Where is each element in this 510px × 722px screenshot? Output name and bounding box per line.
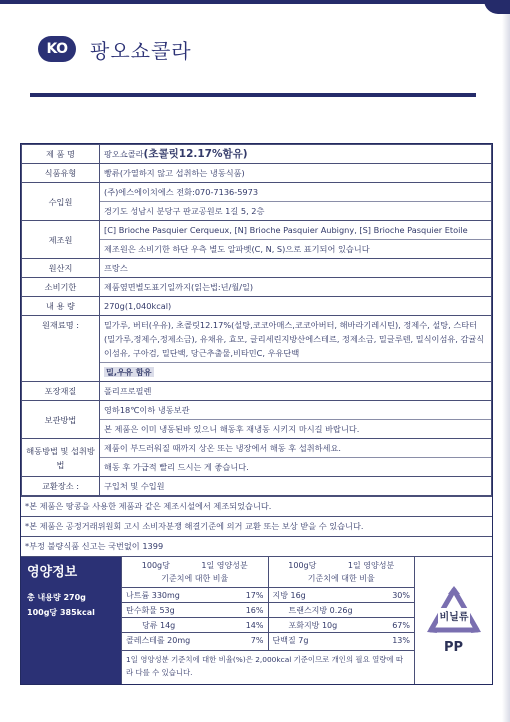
nutrition-column-right [268,557,415,650]
info-key: 내 용 량 [22,297,100,316]
info-row-manufacturer [22,221,492,259]
info-row-storage [22,401,492,439]
notice-line: *본 제품은 공정거래위원회 고시 소비자분쟁 해결기준에 의거 교환 또는 보상 받을 수 있습니다. [21,516,492,536]
info-key: 수입원 [22,183,100,221]
notice-line: *본 제품은 땅콩을 사용한 제품과 같은 제조시설에서 제조되었습니다. [21,496,492,516]
info-value: 270g(1,040kcal) [100,297,492,316]
info-value: 프랑스 [100,259,492,278]
corner-tab [484,0,510,14]
total-content: 총 내용량 270g [27,593,86,602]
nutrition-panel [21,556,492,684]
info-key: 식품유형 [22,164,100,183]
kcal-per-100g: 100g당 385kcal [27,608,95,617]
recycle-label: 비닐류 [439,612,468,623]
info-row-thawing [22,439,492,477]
info-row-exchange [22,477,492,496]
info-line: 제품이 부드러워질 때까지 상온 또는 냉장에서 해동 후 섭취하세요. [104,443,341,453]
nutrient-row: 단백질 7g 13% [269,632,415,647]
info-key: 원재료명 : [22,316,100,382]
recycle-icon [425,586,483,638]
info-line: 영하18℃이하 냉동보관 [104,405,190,415]
top-rule [0,0,510,4]
info-line: 경기도 성남시 분당구 판교공원로 1길 5, 2층 [100,201,491,218]
notice-line: *부정 불량식품 신고는 국번없이 1399 [21,536,492,556]
nutrition-header [21,557,121,684]
nutrient-row: 탄수화물 53g 16% [122,602,268,617]
chocolate-content: (초콜릿12.17%함유) [143,148,248,160]
nutrition-column-header: 100g당 1일 영양성분 기준치에 대한 비율 [141,561,248,583]
info-line: 제조원은 소비기한 하단 우측 별도 알파벳(C, N, S)으로 표기되어 있습니다 [100,239,491,256]
info-value: 빵류(가열하지 않고 섭취하는 냉동식품) [100,164,492,183]
info-row-net-content [22,297,492,316]
info-key: 보관방법 [22,401,100,439]
info-value: 구입처 및 수입원 [100,477,492,496]
info-key: 제 품 명 [22,145,100,164]
ingredients-text: 밀가루, 버터(우유), 초콜릿12.17%(설탕,코코아매스,코코아버터, 해바라기레시틴), 정제수, 설탕, 스타터(밀가루,정제수,정제소금), 유채유, 효모, 글리세린지방산에스테르, 정제소금, 밀글루텐, 밀식이섬유, 감귤식이섬유, 구아검, 밀단백, 당근추출물,비타민C, 우유단백 [104,320,485,358]
info-key: 교환장소 : [22,477,100,496]
info-row-product-name [22,145,492,164]
nutrient-row: 지방 16g 30% [269,587,415,602]
nutrient-row: 나트륨 330mg 17% [122,587,268,602]
info-key: 원산지 [22,259,100,278]
nutrition-tables [121,557,414,684]
recycle-mark [414,557,492,684]
info-value: 제품옆면별도표기일까지(읽는법:년/월/일) [100,278,492,297]
info-key: 해동방법 및 섭취방법 [22,439,100,477]
info-row-expiry [22,278,492,297]
nutrient-row: 콜레스테롤 20mg 7% [122,632,268,647]
nutrition-title: 영양정보 [27,565,78,580]
allergen-notice: 밀,우유 함유 [106,367,152,377]
info-table [21,144,492,496]
info-row-origin [22,259,492,278]
product-title: 팡오쇼콜라 [90,38,192,63]
nutrition-footnote: 1일 영양성분 기준치에 대한 비율(%)은 2,000kcal 기준이므로 개인의 필요 열량에 따라 다를 수 있습니다. [121,650,414,684]
nutrient-row: 당류 14g 14% [122,617,268,632]
header-rule [30,93,476,97]
info-key: 소비기한 [22,278,100,297]
info-line: 해동 후 가급적 빨리 드시는 게 좋습니다. [100,457,491,474]
info-row-packaging [22,382,492,401]
nutrient-row: 트랜스지방 0.26g [269,602,415,617]
page-shadow [502,0,510,722]
language-badge: KO [38,36,76,62]
header [38,32,192,66]
nutrition-column-header: 100g당 1일 영양성분 기준치에 대한 비율 [288,561,395,583]
info-row-food-type [22,164,492,183]
nutrient-row: 포화지방 10g 67% [269,617,415,632]
nutrition-column-left [121,557,268,650]
info-value: 팡오쇼콜라 [104,149,144,159]
info-row-ingredients [22,316,492,382]
info-line: (주)에스에이치에스 전화:070-7136-5973 [104,187,259,197]
info-row-importer [22,183,492,221]
info-line: 본 제품은 이미 냉동된바 있으니 해동후 재냉동 시키지 마시길 바랍니다. [100,419,491,436]
info-key: 포장재질 [22,382,100,401]
material-code: PP [443,640,464,655]
info-line: [C] Brioche Pasquier Cerqueux, [N] Brioche Pasquier Aubigny, [S] Brioche Pasquier Etoile [104,225,468,235]
label-box [20,143,493,685]
info-key: 제조원 [22,221,100,259]
info-value: 폴리프로필렌 [100,382,492,401]
